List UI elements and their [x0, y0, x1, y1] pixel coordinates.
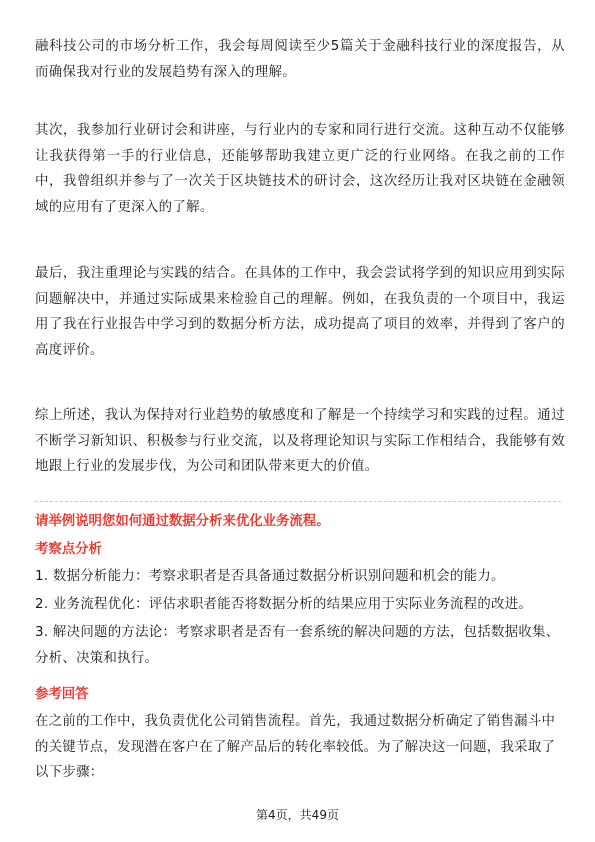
paragraph-second: 其次，我参加行业研讨会和讲座，与行业内的专家和同行进行交流。这种互动不仅能够让我获得第一手的行业信息，还能够帮助我建立更广泛的行业网络。在我之前的工作中，我曾组织并参与了一次关于区块链技术的研讨会，这次经历让我对区块链在金融领域的应用有了更深入的了解。	[35, 123, 565, 216]
question-title: 请举例说明您如何通过数据分析来优化业务流程。	[35, 514, 330, 529]
section-divider	[35, 501, 561, 502]
analysis-point-2: 2. 业务流程优化：评估求职者能否将数据分析的结果应用于实际业务流程的改进。	[35, 597, 533, 612]
paragraph-summary: 综上所述，我认为保持对行业趋势的敏感度和了解是一个持续学习和实践的过程。通过不断学习新知识、积极参与行业交流，以及将理论知识与实际工作相结合，我能够有效地跟上行业的发展步伐，为公司和团队带来更大的价值。	[35, 408, 565, 475]
answer-paragraph: 在之前的工作中，我负责优化公司销售流程。首先，我通过数据分析确定了销售漏斗中的关键节点，发现潜在客户在了解产品后的转化率较低。为了解决这一问题，我采取了以下步骤：	[35, 714, 556, 781]
answer-heading: 参考回答	[35, 687, 89, 702]
analysis-heading: 考察点分析	[35, 542, 102, 557]
paragraph-last: 最后，我注重理论与实践的结合。在具体的工作中，我会尝试将学到的知识应用到实际问题解决中，并通过实际成果来检验自己的理解。例如，在我负责的一个项目中，我运用了我在行业报告中学习到的数据分析方法，成功提高了项目的效率，并得到了客户的高度评价。	[35, 266, 565, 359]
page-number: 第4页，共49页	[256, 808, 339, 822]
analysis-point-3: 3. 解决问题的方法论：考察求职者是否有一套系统的解决问题的方法，包括数据收集、分析、决策和执行。	[35, 625, 560, 666]
paragraph-intro-tail: 融科技公司的市场分析工作，我会每周阅读至少5篇关于金融科技行业的深度报告，从而确保我对行业的发展趋势有深入的理解。	[35, 39, 565, 80]
analysis-point-1: 1. 数据分析能力：考察求职者是否具备通过数据分析识别问题和机会的能力。	[35, 569, 505, 584]
